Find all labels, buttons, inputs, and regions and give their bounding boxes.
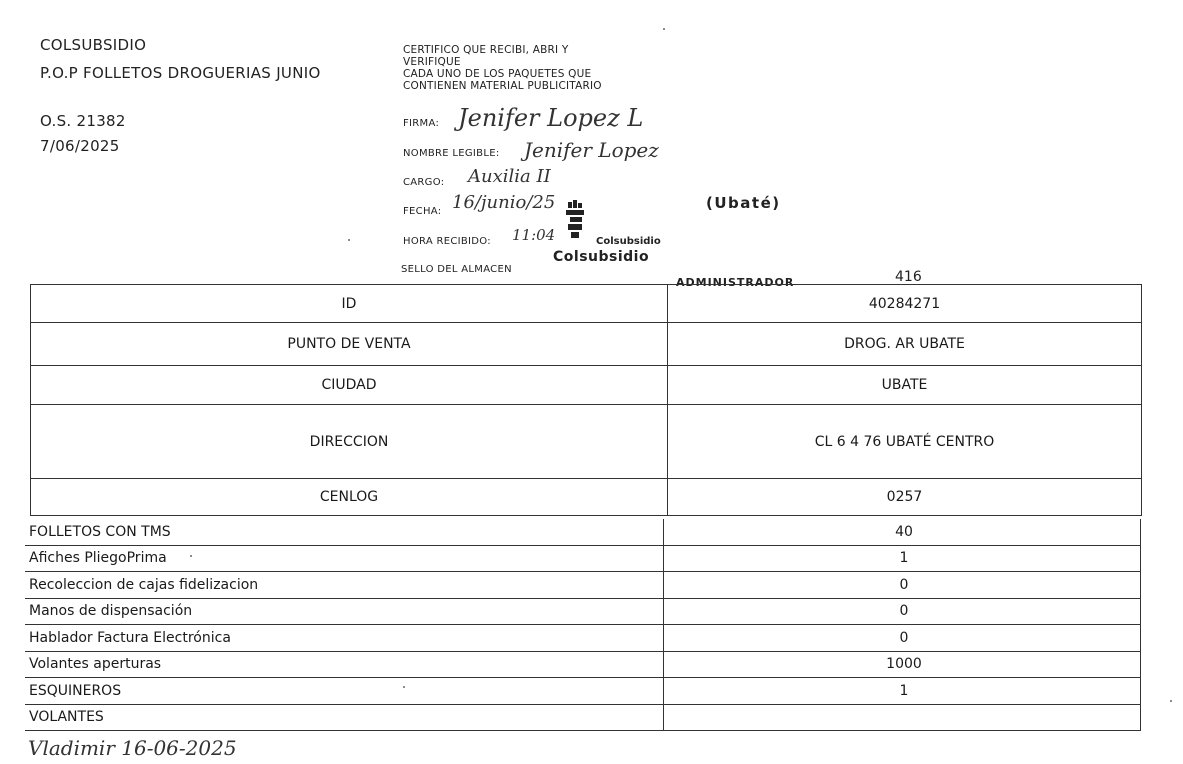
fecha-label: FECHA: [403, 206, 442, 217]
item-quantity: 1 [664, 545, 1141, 572]
scan-speck [1170, 700, 1172, 702]
hora-label: HORA RECIBIDO: [403, 236, 491, 247]
table-row [25, 572, 1141, 599]
row-value: DROG. AR UBATE [668, 323, 1142, 366]
document-date: 7/06/2025 [40, 137, 120, 155]
stamp-brand: Colsubsidio [553, 249, 650, 265]
table-row [25, 704, 1141, 731]
footer-signature: Vladimir 16-06-2025 [28, 736, 237, 760]
stamp-brand-small: Colsubsidio [596, 236, 661, 247]
item-label: VOLANTES [25, 704, 664, 731]
row-value: 0257 [668, 479, 1142, 516]
item-label: Recoleccion de cajas fidelizacion [25, 572, 664, 599]
certificate-line: VERIFIQUE [403, 56, 461, 68]
table-row [25, 519, 1141, 545]
table-row [25, 651, 1141, 678]
hora-value: 11:04 [512, 226, 556, 244]
cargo-label: CARGO: [403, 177, 445, 188]
scan-speck [348, 239, 350, 241]
row-label: PUNTO DE VENTA [31, 323, 668, 366]
table-row [31, 285, 1142, 323]
certificate-line: CONTIENEN MATERIAL PUBLICITARIO [403, 80, 602, 92]
table-row [25, 545, 1141, 572]
row-value: 40284271 [668, 285, 1142, 323]
table-row [25, 625, 1141, 652]
row-value: UBATE [668, 366, 1142, 405]
firma-signature: Jenifer Lopez L [458, 104, 644, 132]
nombre-value: Jenifer Lopez [524, 138, 659, 162]
store-info-table [30, 284, 1142, 516]
table-row [31, 479, 1142, 516]
materials-table [25, 519, 1141, 731]
table-row [31, 323, 1142, 366]
stamp-location: (Ubaté) [706, 194, 781, 212]
item-quantity: 40 [664, 519, 1141, 545]
row-label: DIRECCION [31, 405, 668, 479]
item-label: Manos de dispensación [25, 598, 664, 625]
campaign-title: P.O.P FOLLETOS DROGUERIAS JUNIO [40, 64, 321, 82]
item-quantity [664, 704, 1141, 731]
item-label: ESQUINEROS [25, 678, 664, 705]
order-number: O.S. 21382 [40, 112, 126, 130]
stamp-number: 416 [895, 269, 922, 285]
certificate-line: CADA UNO DE LOS PAQUETES QUE [403, 68, 592, 80]
table-row [25, 598, 1141, 625]
sello-label: SELLO DEL ALMACEN [401, 264, 512, 275]
company-name: COLSUBSIDIO [40, 36, 147, 54]
stamp-admin: ADMINISTRADOR [676, 276, 795, 289]
item-quantity: 0 [664, 572, 1141, 599]
item-quantity: 0 [664, 625, 1141, 652]
item-label: FOLLETOS CON TMS [25, 519, 664, 545]
fecha-value: 16/junio/25 [452, 192, 556, 213]
table-row [31, 366, 1142, 405]
scan-speck [190, 555, 192, 557]
row-value: CL 6 4 76 UBATÉ CENTRO [668, 405, 1142, 479]
item-label: Volantes aperturas [25, 651, 664, 678]
item-label: Hablador Factura Electrónica [25, 625, 664, 652]
item-quantity: 1000 [664, 651, 1141, 678]
item-quantity: 0 [664, 598, 1141, 625]
table-row [25, 678, 1141, 705]
scan-speck [403, 686, 405, 688]
cargo-value: Auxilia II [468, 166, 551, 187]
certificate-text [403, 44, 602, 92]
scan-speck [663, 28, 665, 30]
row-label: CIUDAD [31, 366, 668, 405]
firma-label: FIRMA: [403, 118, 440, 129]
nombre-label: NOMBRE LEGIBLE: [403, 148, 500, 159]
row-label: ID [31, 285, 668, 323]
item-quantity: 1 [664, 678, 1141, 705]
row-label: CENLOG [31, 479, 668, 516]
certificate-line: CERTIFICO QUE RECIBI, ABRI Y [403, 44, 569, 56]
table-row [31, 405, 1142, 479]
item-label: Afiches PliegoPrima [25, 545, 664, 572]
